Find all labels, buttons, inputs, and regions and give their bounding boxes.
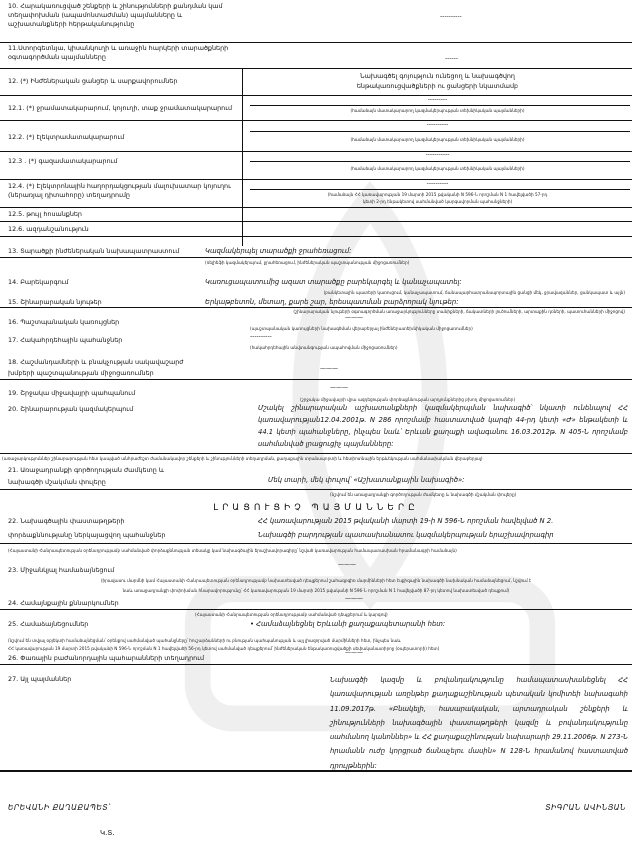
row-12-value-2: ենթակառուցվածքների ու ցանցերի նկատմամբ: [356, 82, 519, 90]
divider: [0, 307, 632, 308]
signature-name: ՏԻԳՐԱՆ ԱՎԻՆՅԱՆ: [545, 803, 626, 812]
row-12-1-value: ---------: [427, 96, 448, 103]
divider: [0, 489, 632, 490]
row-14-note: (բանկետային պատերի կառուցում, կանաչապատում, ճանապարհատրանսպորտային ցանցի մեկ, ջրավազաններ, ցանկապատ և այլն): [323, 290, 625, 295]
row-16-note: (պաշտպանական կառույցների նախագծման վերաբերյալ ինժեներատեխնիկական միջոցառումներ): [250, 326, 473, 331]
row-15-note: (շինարարական նյութերի օգտագործման առաջարկությունները տանիքների, ճակատների լուծումների, արտաքին դռների, պատուհանների միջոցով): [293, 309, 625, 314]
row-11-label: 11.Ստորգետնյա, կիսանկուղի և առաջին հարկերի տարածքների օգտագործման պայմանները: [8, 44, 229, 61]
row-19-value: ———: [330, 384, 348, 391]
divider: [250, 105, 630, 106]
row-24-label: 24. Համայնքային քննարկումներ: [8, 599, 119, 607]
row-10-label: 10. Հարակառուցված շենքերի և շինությունների քանդման կամ տեղափոխման (ապամոնտաժման) պայմանները և աշխատանքների հերթականությունը: [8, 2, 223, 28]
row-18-label-2: խմբերի պաշտպանության միջոցառումներ: [8, 369, 154, 377]
divider: [0, 664, 632, 665]
row-22-note: (Հայաստանի Հանրապետության օրենսդրությամբ սահմանված փորձաքննության տեսակը կամ նախագծային երաշխավորագիրը՝ նշված կառավարության համապատասխան հրամանագրի համաձայն): [8, 548, 457, 553]
row-12-4-note-1: (համաձայն ՀՀ կառավարության 19 մարտի 2015 թվականի N 596-Ն որոշման N 1 հավելվածի 57-րդ: [327, 192, 548, 197]
row-12-3-note: (համաձայն մատակարարող կազմակերպության տեխնիկական պայմանների): [350, 166, 525, 171]
row-25-note-2: ՀՀ կառավարության 19 մարտի 2015 թվականի N 596-Ն որոշման N 1 հավելվածի 56-րդ կետով սահմանված դեպքերում՝ ինժեներական ենթակառուցվածքի սեփականատիրոջ (օպերատորի) հետ): [8, 646, 440, 651]
row-15-label: 15. Շինարարական նյութեր: [8, 298, 102, 306]
row-16-label: 16. Պաշտպանական կառույցներ: [8, 318, 120, 326]
divider: [0, 221, 632, 222]
row-12-4-value: ----------: [426, 180, 449, 187]
additional-conditions-heading: ԼՐԱՑՈՒՑԻՉ ՊԱՅՄԱՆՆԵՐԸ: [213, 503, 419, 513]
row-12-2-value: ----------: [426, 121, 449, 128]
row-12-2-note: (համաձայն մատակարարող կազմակերպության տեխնիկական պայմանների): [350, 137, 525, 142]
divider: [0, 453, 632, 454]
row-12-4-note-2: կետի 2-րդ ենթակետով սահմանված կարգավորման պահանջների): [362, 199, 513, 204]
row-20-value: Մշակել շինարարական աշխատանքների կազմակերպման նախագիծ՝ նկատի ունենալով ՀՀ կառավարության12.04.2001թ. N 286 որոշմամբ հաստատված կարգի 44-րդ կետի «Ժ» ենթակետի և 44.1 կետի պահանջները, ինչպես նաև՝ Երևան քաղաքի ավագանու 16.03.2012թ. N 405-Ն որոշմամբ սահմանված լրացուցիչ պայմանները:: [258, 404, 628, 448]
row-22-value-2: Նախագծի բարդության պատասխանատու կազմակերպության երաշխավորագիր: [258, 531, 554, 539]
divider: [0, 42, 632, 43]
row-23-note-2: նաև առաջադրանքի փոփոխման հնարավորությունը՝ ՀՀ կառավարության 19 մարտի 2015 թվականի N 596-Ն որոշման N 1 հավելվածի 87-րդ կետով նախատեսված դեպքում): [122, 588, 510, 593]
row-12-5-label: 12.5. թույլ հոսանքներ: [8, 210, 82, 218]
divider: [0, 379, 632, 380]
row-25-note-1: (նշվում են տվյալ օբյեկտի համաձայնեցման՝ օրենքով սահմանված պահանջները՝ հուշարձանների ու բնության պահպանության և այլ լիազորված մարմինների հետ, ինչպես նաև: [8, 638, 401, 643]
divider: [0, 770, 632, 772]
row-12-value-1: Նախագծել գոյություն ունեցող և նախագծվող: [360, 72, 515, 80]
row-12-1-note: (համաձայն մատակարարող կազմակերպության տեխնիկական պայմանների): [350, 108, 525, 113]
divider: [0, 257, 632, 258]
row-12-2-label: 12.2. (*) էլեկտրամատակարարում: [8, 133, 125, 141]
row-18-label-1: 18. Հաշմանդամների և բնակչության սակավաշարժ: [8, 358, 184, 366]
row-12-4-label: 12.4. (*) Էլեկտրոնային հաղորդակցության մալուխատար կոյուղու (ներառյալ դիտահորը) տեղադրումը: [8, 182, 231, 199]
row-13-note: (ռելիեֆի կազմակերպում, ջրահեռացում, ինժեներական պաշտպանության միջոցառումներ): [205, 260, 410, 265]
row-22-label-1: 22. Նախագծային փաստաթղթերի: [8, 517, 125, 525]
row-19-note: (շրջակա միջավայրի վրա ազդեցության փորձաքննության արդյունքներից բխող միջոցառումներ): [300, 397, 516, 402]
divider: [250, 161, 630, 162]
divider: [0, 68, 632, 69]
row-23-value: ———: [338, 561, 356, 568]
divider: [250, 189, 630, 190]
row-22-label-2: փորձաքննությանը ներկայացվող պահանջներ: [8, 531, 166, 539]
row-11-value: ------: [445, 55, 458, 62]
row-21-note: (նշվում են առաջադրանքի գործողության ժամկետը և նախագծի մշակման փուլերը): [330, 492, 517, 497]
row-25-label: 25. Համաձայնեցումներ: [8, 620, 89, 628]
row-23-label: 23. Միջանկյալ համաձայնեցում: [8, 566, 115, 574]
row-17-note: (հակահրդեհային անվտանգության ապահովման միջոցառումներ): [250, 345, 398, 350]
row-13-label: 13. Տարածքի ինժեներական նախապատրաստում: [8, 247, 180, 255]
seal-label: Կ.Տ.: [100, 829, 115, 837]
divider: [0, 207, 632, 208]
row-26-label: 26. Փառային բաժանորդային պահարանների տեղադրում: [8, 654, 205, 662]
signature-title: ԵՐԵՎԱՆԻ ՔԱՂԱՔԱՊԵՏ՝: [8, 803, 111, 812]
divider: [0, 609, 632, 610]
row-17-value: ----------: [250, 333, 272, 340]
row-23-note-1: (իրավասու մարմնի կամ Հայաստանի Հանրապետության օրենսդրությամբ նախատեսված դեպքերում շահագրգիռ մարմինների հետ էսքիզային նախագծի նախնական համաձայնեցում, նշվում է: [100, 578, 532, 583]
row-12-3-label: 12.3 . (*) գազամատակարարում: [8, 157, 118, 165]
row-20-label: 20. Շինարարության կազմակերպում: [8, 405, 134, 413]
row-19-label: 19. Շրջակա միջավայրի պահպանում: [8, 389, 136, 397]
row-24-value: ———: [345, 595, 363, 602]
divider: [0, 236, 632, 237]
row-12-3-value: -----------: [425, 151, 450, 158]
row-27-value: Նախագծի կազմը և բովանդակությունը համապատասխանեցնել ՀՀ կառավարության առընթեր քաղաքաշինության պետական կոմիտեի նախագահի 11.09.2017թ. «Բնակելի, հասարակական, արտադրական շենքերի և շինությունների նախագծային փաստաթղթերի կազմը և բովանդակությունը սահմանող կանոններ» և ՀՀ քաղաքաշինության նախարարի 29.11.2006թ. N 273-Ն հրամանն ուժը կորցրած ճանաչելու մասին» N 128-Ն հրամանով հաստատված դրույթներին:: [330, 676, 628, 770]
row-18-value: ———: [320, 365, 338, 372]
row-12-6-label: 12.6. ազդանշանություն: [8, 225, 89, 233]
row-16-value: ———: [345, 314, 363, 321]
row-12-1-label: 12.1. (*) ջրամատակարարում, կոյուղի, տաք ջրամատակարարում: [8, 104, 233, 112]
row-24-note: (Հայաստանի Հանրապետության օրենսդրությամբ սահմանված դեպքերում և կարգով): [195, 612, 388, 617]
row-22-value-1: ՀՀ կառավարության 2015 թվականի մարտի 19-ի N 596-Ն որոշման հավելված N 2.: [258, 517, 554, 525]
row-13-value: Կազմակերպել տարածքի ջրահեռացում:: [205, 247, 352, 255]
row-14-label: 14. Բարեկարգում: [8, 278, 69, 286]
row-21-value: Մեկ տարի, մեկ փուլով՝ «Աշխատանքային նախագիծ»:: [268, 476, 465, 484]
row-27-label: 27. Այլ պայմաններ: [8, 675, 72, 683]
row-20-note: (առաջարկություններ շինարարության հետ կապված անհրաժեշտ ժամանակավոր շենքերի և շինությունների տեղադրման, քաղաքային տրանսպորտի և հետիոտնային երթևեկության սահմանափակման վերաբերյալ): [2, 456, 483, 461]
divider: [0, 543, 632, 544]
row-21-label-2: նախագծի մշակման փուլերը: [8, 478, 106, 486]
row-26-value: ———: [345, 649, 363, 656]
divider: [250, 131, 630, 132]
row-21-label-1: 21. Առաջադրանքի գործողության ժամկետը և: [8, 466, 165, 474]
row-15-value: Երկաթբետոն, մետաղ, քարե շար, երեսպատման բարձրորակ նյութեր:: [205, 298, 459, 306]
row-17-label: 17. Հակահրդեհային պահանջներ: [8, 336, 123, 344]
row-14-value: Կառուցապատումից ազատ տարածքը բարեկարգել և կանաչապատել:: [205, 278, 462, 286]
row-25-value: • Համաձայնեցնել Երևանի քաղաքապետարանի հետ:: [250, 620, 446, 628]
row-12-label: 12. (*) Ինժեներական ցանցեր և սարքավորումներ: [8, 77, 178, 85]
row-10-value: ----------: [440, 13, 462, 20]
